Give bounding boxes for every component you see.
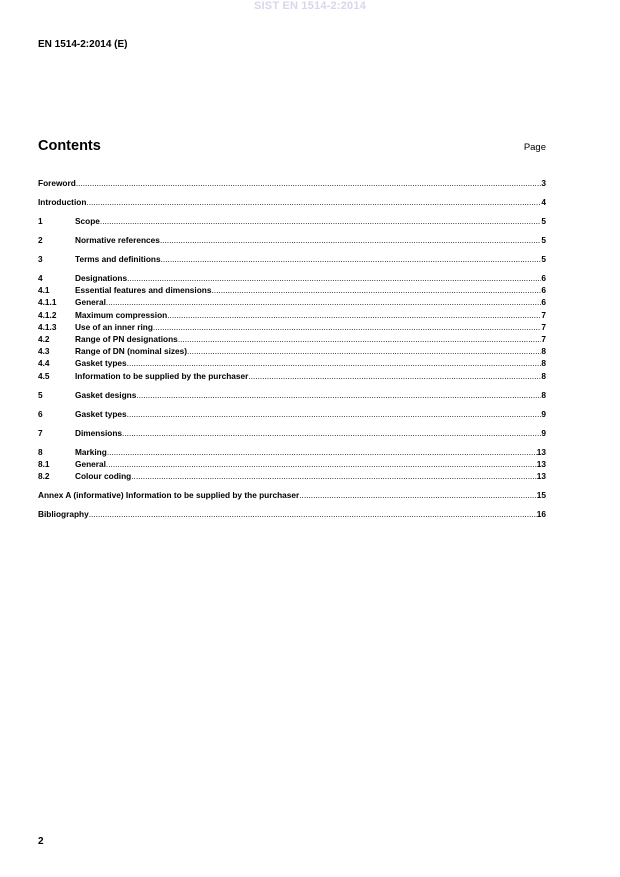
toc-entry-title: Range of PN designations — [75, 334, 178, 345]
toc-entry-title: Range of DN (nominal sizes) — [75, 346, 188, 357]
toc-entry-title: Maximum compression — [75, 309, 168, 320]
toc-dot-leader — [131, 470, 537, 482]
page-column-label: Page — [523, 142, 546, 153]
toc-entry-page: 7 — [541, 309, 546, 320]
toc-entry-number: 8 — [38, 446, 43, 457]
toc-entry-page: 3 — [541, 178, 546, 188]
toc-entry[interactable] — [38, 446, 546, 458]
toc-dot-leader — [106, 458, 537, 470]
toc-entry-page: 6 — [541, 297, 546, 308]
toc-entry[interactable] — [38, 215, 546, 227]
toc-entry-page: 8 — [541, 358, 546, 369]
toc-dot-leader — [167, 309, 541, 321]
toc-entry[interactable] — [38, 389, 546, 401]
toc-entry-title: Essential features and dimensions — [75, 285, 212, 296]
toc-entry-title: Gasket designs — [75, 389, 137, 400]
toc-entry[interactable] — [38, 427, 546, 439]
toc-entry-number: 4.1.2 — [38, 309, 57, 320]
toc-entry[interactable] — [38, 470, 546, 482]
toc-entry-title: Use of an inner ring — [75, 321, 153, 332]
table-of-contents — [38, 177, 546, 520]
toc-entry-page: 13 — [536, 446, 546, 457]
toc-entry-page: 9 — [541, 427, 546, 438]
toc-entry-page: 8 — [541, 389, 546, 400]
toc-entry-title: Gasket types — [75, 358, 127, 369]
toc-entry-title: Bibliography — [38, 509, 89, 520]
toc-entry-page: 8 — [541, 346, 546, 357]
page-number: 2 — [38, 836, 44, 847]
toc-entry-number: 7 — [38, 427, 43, 438]
toc-entry-title: General — [75, 297, 106, 308]
toc-entry[interactable] — [38, 508, 546, 520]
toc-dot-leader — [127, 272, 541, 284]
toc-entry-title: Information to be supplied by the purchaser — [75, 370, 249, 381]
toc-entry[interactable] — [38, 309, 546, 321]
toc-entry-number: 6 — [38, 408, 43, 419]
toc-entry-title: General — [75, 458, 106, 469]
toc-entry[interactable] — [38, 177, 546, 189]
toc-entry[interactable] — [38, 408, 546, 420]
toc-entry[interactable] — [38, 321, 546, 333]
toc-entry-page: 9 — [541, 408, 546, 419]
toc-entry[interactable] — [38, 253, 546, 265]
toc-dot-leader — [86, 196, 541, 208]
toc-dot-leader — [89, 508, 537, 520]
toc-dot-leader — [136, 389, 541, 401]
toc-entry[interactable] — [38, 333, 546, 345]
toc-entry-page: 7 — [541, 334, 546, 345]
toc-entry-title: Colour coding — [75, 471, 132, 482]
toc-entry-title: Annex A (informative) Information to be supplied by the purchaser — [38, 490, 300, 501]
toc-entry-number: 8.1 — [38, 458, 50, 469]
watermark: SIST EN 1514-2:2014 — [253, 0, 367, 12]
toc-entry-number: 4.3 — [38, 346, 50, 357]
toc-dot-leader — [107, 446, 537, 458]
toc-entry-title: Terms and definitions — [75, 254, 161, 264]
toc-dot-leader — [211, 284, 541, 296]
toc-dot-leader — [100, 215, 541, 227]
toc-entry-number: 8.2 — [38, 471, 50, 482]
toc-entry-page: 7 — [541, 321, 546, 332]
toc-entry-number: 4.4 — [38, 358, 50, 369]
toc-entry-number: 4.1.1 — [38, 297, 57, 308]
toc-entry-title: Introduction — [38, 197, 87, 207]
toc-dot-leader — [187, 345, 541, 357]
toc-entry-page: 16 — [536, 509, 546, 520]
toc-entry-page: 6 — [541, 285, 546, 296]
toc-entry-page: 5 — [541, 216, 546, 226]
toc-entry-page: 13 — [536, 458, 546, 469]
toc-entry[interactable] — [38, 370, 546, 382]
contents-heading: Contents — [38, 138, 101, 154]
toc-entry[interactable] — [38, 296, 546, 308]
toc-entry-page: 4 — [541, 197, 546, 207]
toc-entry-title: Foreword — [38, 178, 76, 188]
toc-entry-number: 3 — [38, 254, 43, 264]
toc-entry-title: Gasket types — [75, 408, 127, 419]
toc-entry-number: 2 — [38, 235, 43, 245]
toc-entry[interactable] — [38, 345, 546, 357]
toc-dot-leader — [153, 321, 541, 333]
toc-entry-page: 5 — [541, 235, 546, 245]
toc-dot-leader — [122, 427, 541, 439]
toc-entry-title: Scope — [75, 216, 100, 226]
toc-dot-leader — [127, 408, 542, 420]
toc-entry-page: 13 — [536, 471, 546, 482]
toc-dot-leader — [106, 296, 541, 308]
toc-dot-leader — [76, 177, 542, 189]
toc-dot-leader — [248, 370, 541, 382]
toc-entry[interactable] — [38, 357, 546, 369]
toc-dot-leader — [161, 253, 542, 265]
toc-entry-number: 4.2 — [38, 334, 50, 345]
toc-entry-title: Dimensions — [75, 427, 123, 438]
toc-dot-leader — [299, 489, 537, 501]
toc-entry[interactable] — [38, 489, 546, 501]
toc-entry[interactable] — [38, 284, 546, 296]
toc-entry-page: 5 — [541, 254, 546, 264]
toc-entry-page: 15 — [536, 490, 546, 501]
toc-entry-number: 4 — [38, 273, 43, 283]
toc-entry-title: Marking — [75, 446, 107, 457]
toc-entry-number: 4.1.3 — [38, 321, 57, 332]
toc-entry-page: 8 — [541, 370, 546, 381]
document-code-header: EN 1514-2:2014 (E) — [38, 39, 128, 50]
toc-dot-leader — [178, 333, 542, 345]
toc-entry[interactable] — [38, 234, 546, 246]
toc-entry-title: Normative references — [75, 235, 160, 245]
toc-entry[interactable] — [38, 458, 546, 470]
toc-entry-number: 1 — [38, 216, 43, 226]
toc-entry-number: 4.5 — [38, 370, 50, 381]
toc-dot-leader — [160, 234, 542, 246]
toc-entry[interactable] — [38, 272, 546, 284]
toc-entry-number: 5 — [38, 389, 43, 400]
toc-entry-page: 6 — [541, 273, 546, 283]
toc-entry-number: 4.1 — [38, 285, 50, 296]
toc-entry[interactable] — [38, 196, 546, 208]
toc-entry-title: Designations — [75, 273, 128, 283]
toc-dot-leader — [127, 357, 542, 369]
